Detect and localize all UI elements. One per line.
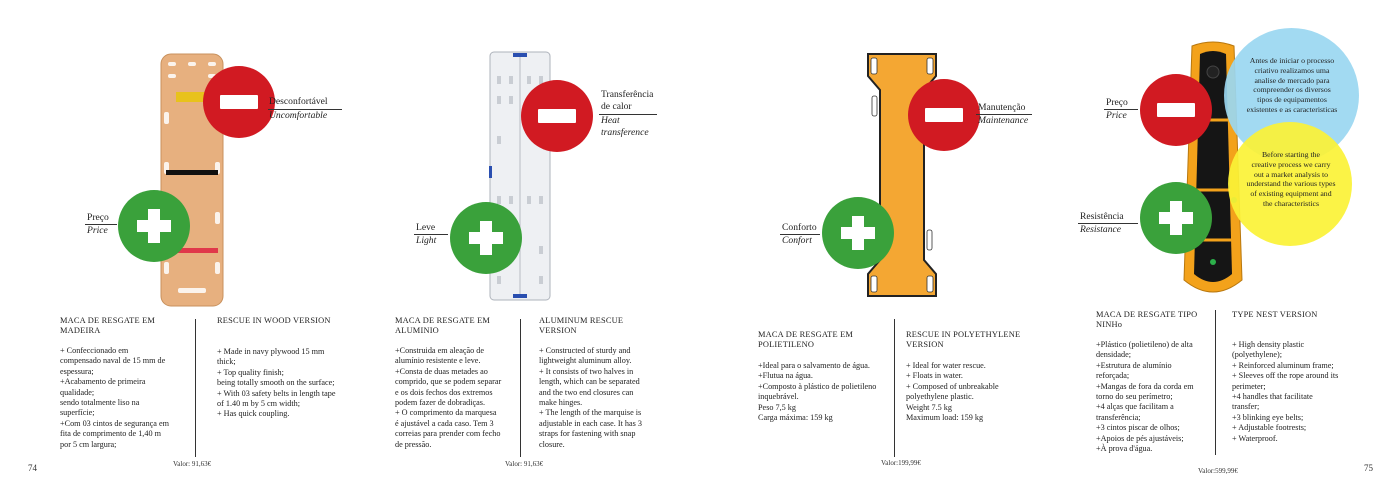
- plus-circle-icon: [822, 197, 894, 269]
- price: Valor: 91,63€: [505, 460, 544, 468]
- column-divider: [195, 319, 196, 457]
- minus-label-en: Maintenance: [978, 115, 1029, 126]
- en-title: RESCUE IN POLYETHYLENE VERSION: [906, 330, 1021, 350]
- column-divider: [520, 319, 521, 457]
- column-divider: [894, 319, 895, 457]
- en-title: ALUMINUM RESCUE VERSION: [539, 316, 624, 336]
- note-en: Before starting the creative process we carry out a market analysis to understand the various types of existing equipment and the characteristics: [1246, 150, 1336, 208]
- plus-label-pt: Leve: [416, 222, 436, 233]
- price: Valor: 91,63€: [173, 460, 212, 468]
- pt-body: +Ideal para o salvamento de água. +Flutua na água. +Composto à plástico de polietileno inquebrável. Peso 7,5 kg Carga máxima: 159 kg: [758, 361, 877, 423]
- plus-label-en: Confort: [782, 235, 812, 246]
- pt-body: +Plástico (polietileno) de alta densidade; +Estrutura de alumínio reforçada; +Mangas de fora da corda em torno do seu perímetro; +4 alças que facilitam a transferência; +3 cintos piscar de olhos; +Apoios de pés ajustáveis; +À prova d'água.: [1096, 340, 1194, 454]
- en-body: + Ideal for water rescue. + Floats in water. + Composed of unbreakable polyethylene plastic. Weight 7.5 kg Maximum load: 159 kg: [906, 361, 999, 423]
- plus-label-en: Price: [87, 225, 108, 236]
- plus-label-pt: Resistência: [1080, 211, 1124, 222]
- en-body: + Constructed of sturdy and lightweight aluminum alloy. + It consists of two halves in length, which can be separated and the two end closures can make hinges. + The length of the marquise is adjustable in each case. It has 3 straps for fastening with snap closure.: [539, 346, 642, 449]
- pt-body: + Confeccionado em compensado naval de 15 mm de espessura; +Acabamento de primeira qualidade; sendo totalmente liso na superfície; +Com 03 cintos de segurança em fita de comprimento de 1,40 m por 5 cm largura;: [60, 346, 169, 449]
- en-title: TYPE NEST VERSION: [1232, 310, 1318, 319]
- plus-label-pt: Conforto: [782, 222, 817, 233]
- minus-circle-icon: [908, 79, 980, 151]
- price: Valor:199,99€: [881, 459, 921, 467]
- pt-title: MACA DE RESGATE EM POLIETILENO: [758, 330, 854, 350]
- plus-label-en: Light: [416, 235, 437, 246]
- minus-circle-icon: [1140, 74, 1212, 146]
- minus-circle-icon: [521, 80, 593, 152]
- pt-title: MACA DE RESGATE EM MADEIRA: [60, 316, 156, 336]
- plus-circle-icon: [118, 190, 190, 262]
- en-body: + Made in navy plywood 15 mm thick; + Top quality finish; being totally smooth on the surface; + With 03 safety belts in length tape of 1.40 m by 5 cm width; + Has quick coupling.: [217, 347, 336, 419]
- plus-circle-icon: [1140, 182, 1212, 254]
- page-number-right: 75: [1364, 463, 1373, 473]
- note-pt: Antes de iniciar o processo criativo realizamos uma analise de mercado para compreender os diversos tipos de equipamentos existentes e as caracteristicas: [1246, 56, 1338, 114]
- minus-label-en: Price: [1106, 110, 1127, 121]
- column-divider: [1215, 310, 1216, 455]
- minus-label-pt: Manutenção: [978, 102, 1026, 113]
- minus-label-pt: Transferência de calor: [601, 89, 654, 112]
- minus-label-en: Uncomfortable: [269, 110, 328, 121]
- plus-circle-icon: [450, 202, 522, 274]
- en-title: RESCUE IN WOOD VERSION: [217, 316, 331, 325]
- pt-body: +Construida em aleação de alumínio resistente e leve. +Consta de duas metades ao comprido, que se podem separar e os dois fechos dos extremos podem fazer de dobradiças. + O comprimento da marquesa é ajustável a cada caso. Tem 3 correias para prender com fecho de pressão.: [395, 346, 502, 449]
- minus-label-en: Heat transference: [601, 115, 649, 138]
- plus-label-pt: Preço: [87, 212, 109, 223]
- page-number-left: 74: [28, 463, 37, 473]
- pt-title: MACA DE RESGATE EM ALUMINIO: [395, 316, 491, 336]
- minus-label-pt: Desconfortável: [269, 96, 328, 107]
- price: Valor:599,99€: [1198, 467, 1238, 475]
- en-body: + High density plastic (polyethylene); + Reinforced aluminum frame; + Sleeves off the rope around its perimeter; +4 handles that facilitate transfer; +3 blinking eye belts; + Adjustable footrests; + Waterproof.: [1232, 340, 1339, 443]
- minus-circle-icon: [203, 66, 275, 138]
- minus-label-pt: Preço: [1106, 97, 1128, 108]
- pt-title: MACA DE RESGATE TIPO NINHo: [1096, 310, 1198, 330]
- plus-label-en: Resistance: [1080, 224, 1122, 235]
